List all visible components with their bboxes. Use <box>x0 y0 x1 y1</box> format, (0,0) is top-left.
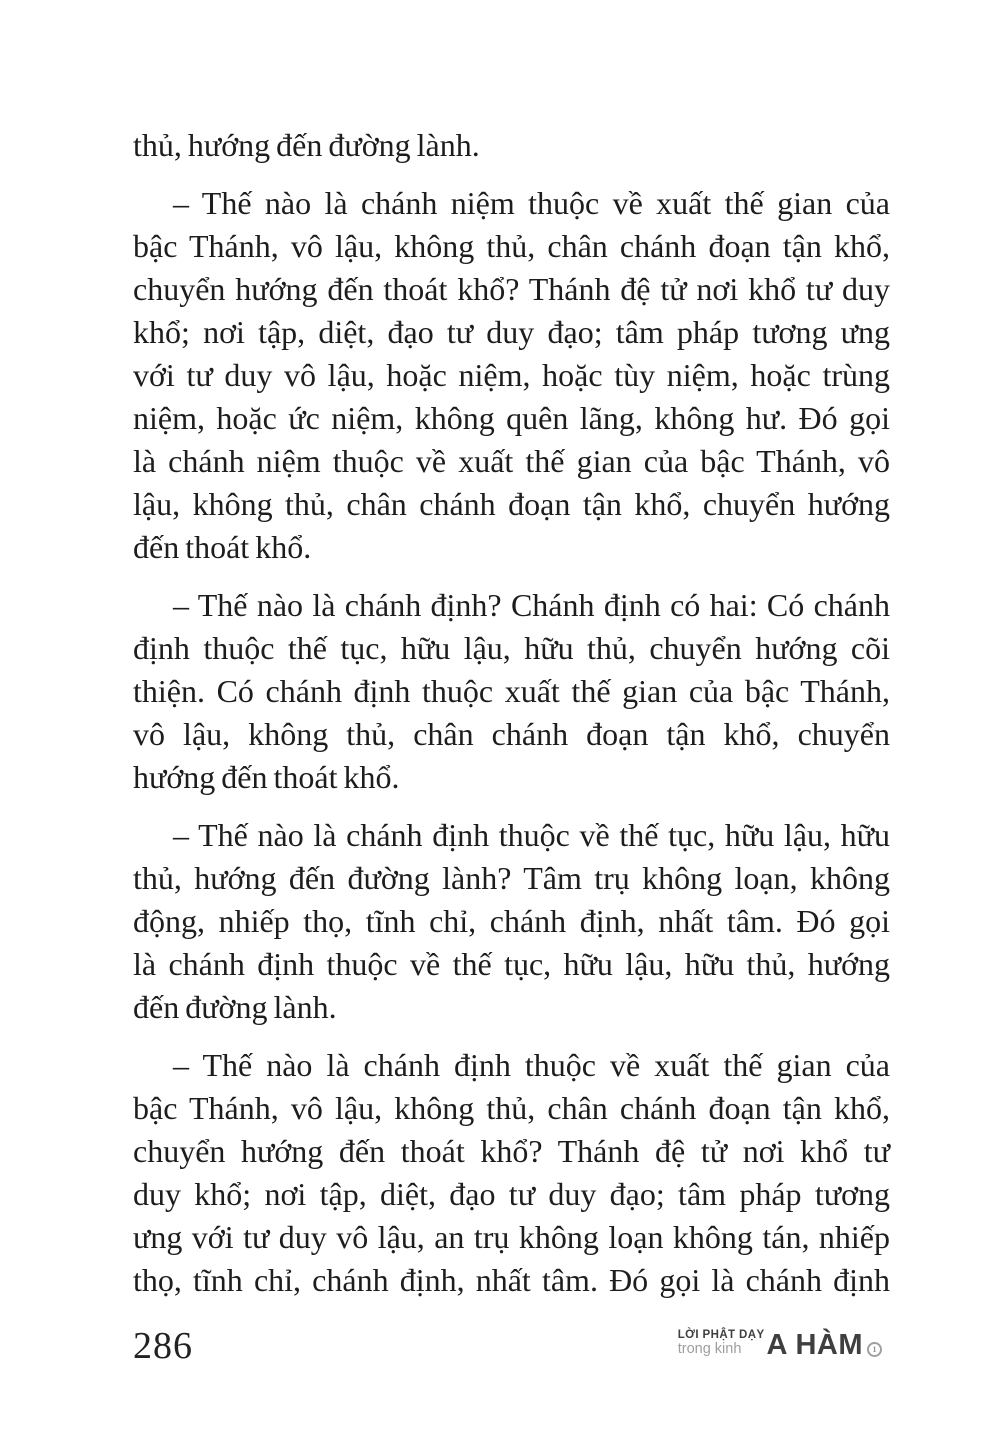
text-line: hướng đến thoát khổ. <box>133 759 400 795</box>
text-line: bậc Thánh, vô lậu, không thủ, chân chánh đoạn tận khổ, <box>133 1090 890 1126</box>
logo-tagline-top: LỜI PHẬT DẠY <box>677 1329 765 1341</box>
text-line: – Thế nào là chánh định? Chánh định có hai: Có chánh <box>173 587 890 623</box>
paragraph <box>133 182 890 569</box>
paragraph <box>133 1044 890 1302</box>
text-line: – Thế nào là chánh định thuộc về xuất thế gian của <box>173 1047 890 1083</box>
paragraph <box>133 584 890 799</box>
text-line: là chánh niệm thuộc về xuất thế gian của bậc Thánh, vô <box>133 443 890 479</box>
logo-tagline-bottom: trong kinh <box>677 1341 742 1358</box>
paragraph <box>133 814 890 1029</box>
text-line: niệm, hoặc ức niệm, không quên lãng, không hư. Đó gọi <box>133 400 890 436</box>
text-line: thọ, tĩnh chỉ, chánh định, nhất tâm. Đó gọi là chánh định <box>133 1262 890 1298</box>
text-line: định thuộc thế tục, hữu lậu, hữu thủ, chuyển hướng cõi <box>133 630 890 666</box>
page-number: 286 <box>133 1325 193 1367</box>
logo-brand: A HÀM <box>766 1328 863 1361</box>
text-line: với tư duy vô lậu, hoặc niệm, hoặc tùy niệm, hoặc trùng <box>133 357 890 393</box>
text-line: thiện. Có chánh định thuộc xuất thế gian của bậc Thánh, <box>133 673 890 709</box>
text-line: chuyển hướng đến thoát khổ? Thánh đệ tử nơi khổ tư <box>133 1133 890 1169</box>
text-line: ưng với tư duy vô lậu, an trụ không loạn không tán, nhiếp <box>133 1219 890 1255</box>
text-line: là chánh định thuộc về thế tục, hữu lậu, hữu thủ, hướng <box>133 946 890 982</box>
volume-1-badge-icon: 1 <box>867 1342 882 1357</box>
text-line: – Thế nào là chánh định thuộc về thế tục, hữu lậu, hữu <box>173 817 890 853</box>
logo-tagline <box>678 1329 765 1358</box>
text-line: bậc Thánh, vô lậu, không thủ, chân chánh đoạn tận khổ, <box>133 228 890 264</box>
text-line: thủ, hướng đến đường lành? Tâm trụ không loạn, không <box>133 860 890 896</box>
text-line: lậu, không thủ, chân chánh đoạn tận khổ, chuyển hướng <box>133 486 890 522</box>
text-line: thủ, hướng đến đường lành. <box>133 127 480 163</box>
text-line: duy khổ; nơi tập, diệt, đạo tư duy đạo; tâm pháp tương <box>133 1176 890 1212</box>
text-line: đến đường lành. <box>133 989 337 1025</box>
text-line: chuyển hướng đến thoát khổ? Thánh đệ tử nơi khổ tư duy <box>133 271 890 307</box>
paragraph <box>133 124 890 167</box>
text-line: – Thế nào là chánh niệm thuộc về xuất thế gian của <box>173 185 890 221</box>
body-text <box>133 124 890 1302</box>
text-line: khổ; nơi tập, diệt, đạo tư duy đạo; tâm pháp tương ưng <box>133 314 890 350</box>
text-line: đến thoát khổ. <box>133 529 312 565</box>
text-line: vô lậu, không thủ, chân chánh đoạn tận khổ, chuyển <box>133 716 890 752</box>
publisher-logo <box>677 1328 882 1361</box>
text-line: động, nhiếp thọ, tĩnh chỉ, chánh định, nhất tâm. Đó gọi <box>133 903 890 939</box>
